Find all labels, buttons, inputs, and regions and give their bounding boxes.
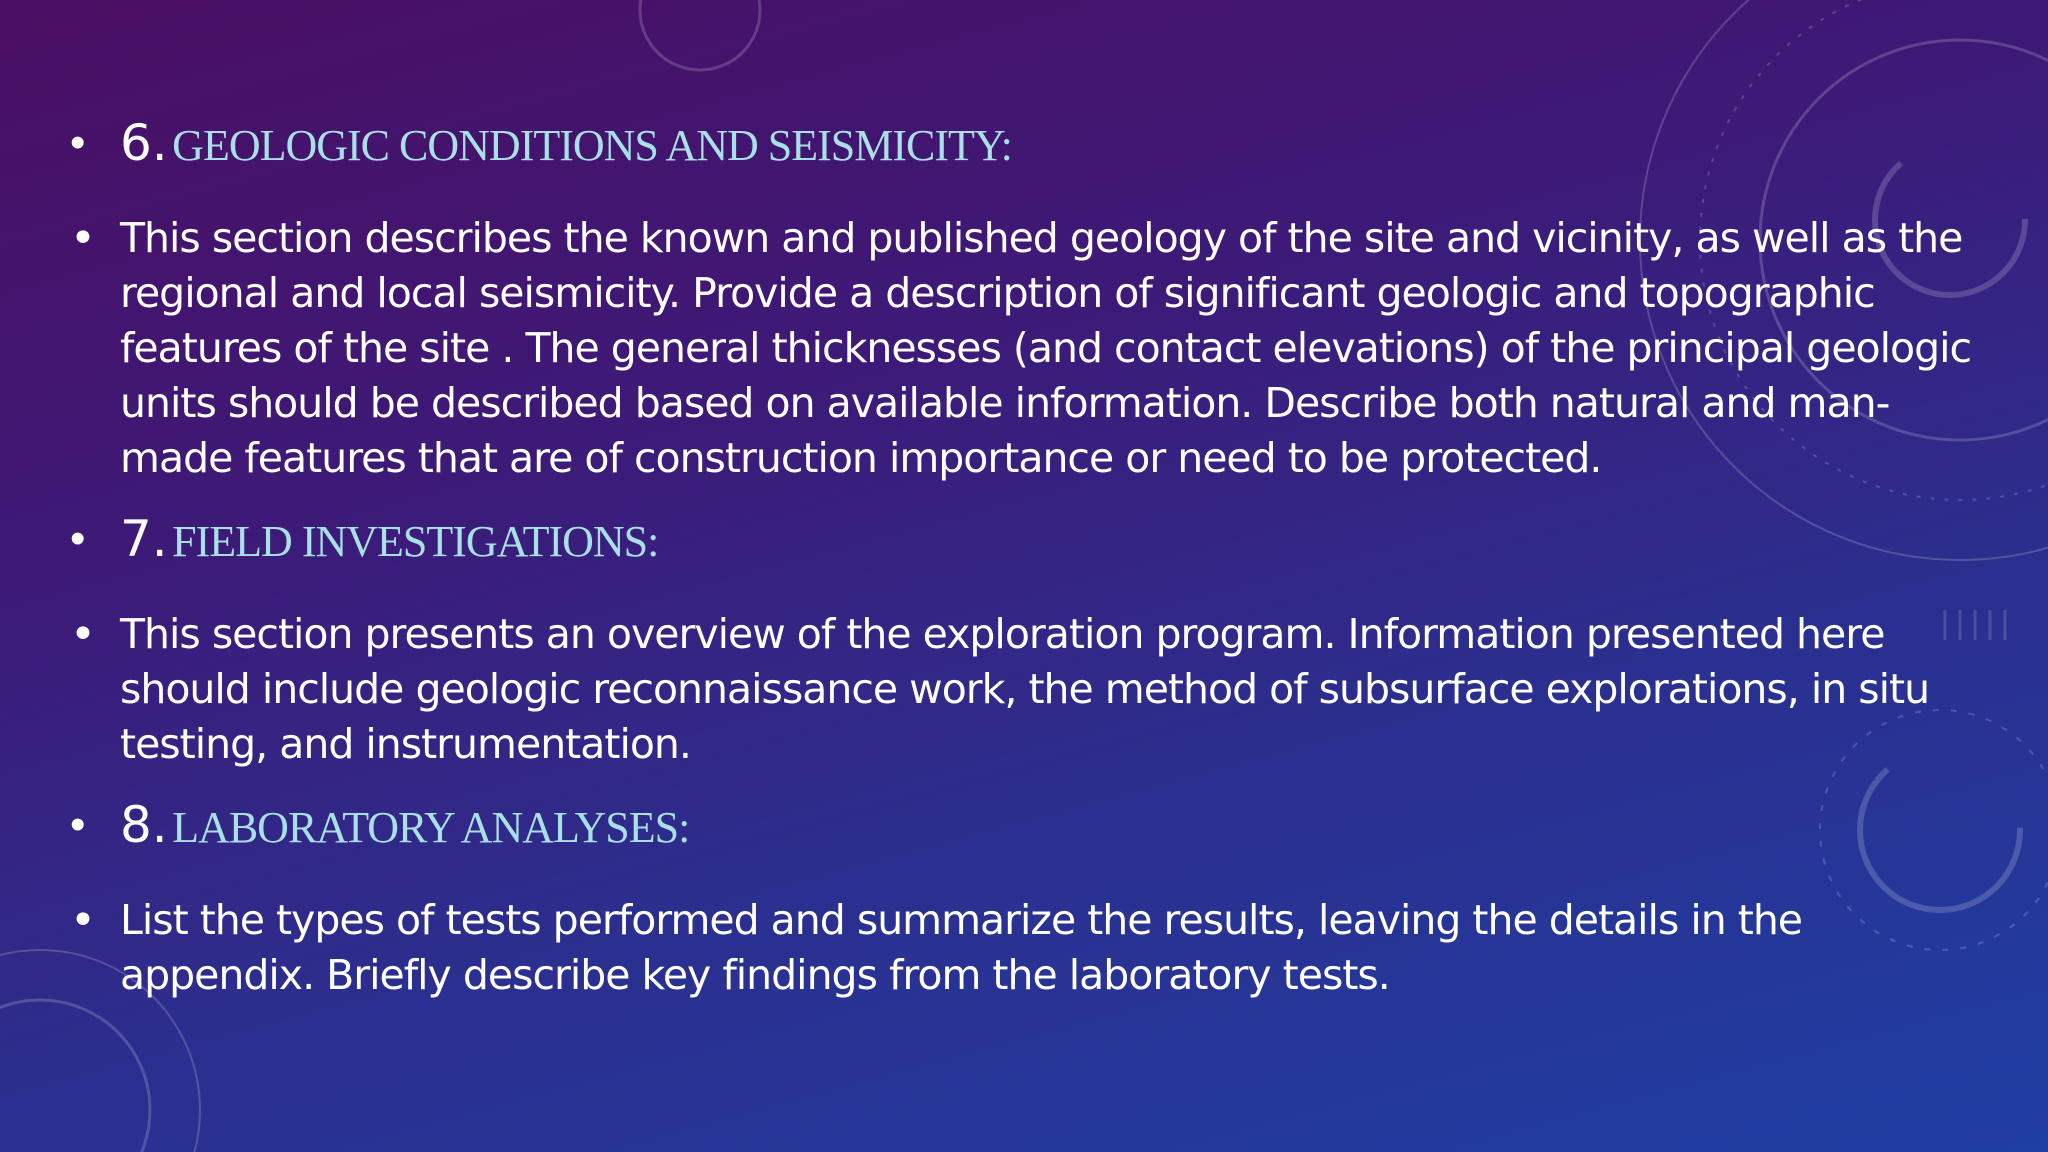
bullet-dot: •	[70, 213, 95, 264]
section-7-heading	[70, 504, 1990, 587]
section-6-heading	[70, 108, 1990, 191]
bullet-dot: •	[70, 895, 95, 946]
bullet-dot: •	[70, 118, 86, 167]
section-8-body	[70, 893, 1990, 1003]
section-number: 6.	[120, 114, 168, 172]
section-6-body	[70, 211, 1990, 486]
bullet-dot: •	[70, 800, 86, 849]
section-title: LABORATORY ANALYSES:	[172, 803, 690, 852]
section-number: 8.	[120, 796, 168, 854]
section-7-body	[70, 607, 1990, 772]
section-title: FIELD INVESTIGATIONS:	[172, 517, 659, 566]
section-body-text: This section presents an overview of the exploration program. Information presented here should include geologic reconnaissance work, the method of subsurface explorations, in situ testing, and instrumentation.	[120, 610, 1930, 768]
section-body-text: List the types of tests performed and summarize the results, leaving the details in the appendix. Briefly describe key findings from the laboratory tests.	[120, 896, 1803, 999]
section-number: 7.	[120, 510, 168, 568]
bullet-dot: •	[70, 514, 86, 563]
section-title: GEOLOGIC CONDITIONS AND SEISMICITY:	[172, 121, 1012, 170]
section-8-heading	[70, 790, 1990, 873]
slide-content	[70, 108, 1990, 1021]
bullet-dot: •	[70, 609, 95, 660]
section-body-text: This section describes the known and published geology of the site and vicinity, as well as the regional and local seismicity. Provide a description of significant geologic and topographic features of the site . The general thicknesses (and contact elevations) of the principal geologic units should be described based on available information. Describe both natural and man-made features that are of construction importance or need to be protected.	[120, 214, 1972, 482]
